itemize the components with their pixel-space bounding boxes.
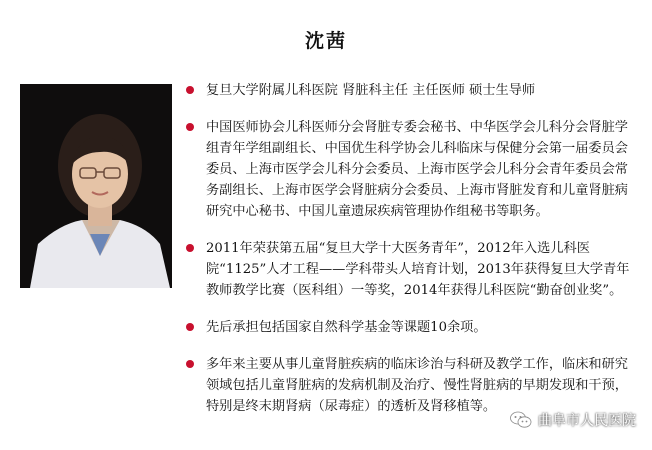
portrait-photo bbox=[20, 84, 172, 288]
wechat-icon bbox=[510, 411, 532, 429]
bullet-list bbox=[184, 80, 636, 417]
watermark-text: 曲阜市人民医院 bbox=[538, 413, 636, 429]
slide-title: 沈茜 bbox=[304, 30, 347, 52]
bullet-item: 中国医师协会儿科医师分会肾脏专委会秘书、中华医学会儿科分会肾脏学组青年学组副组长、中国优生科学协会儿科临床与保健分会第一届委员会委员、上海市医学会儿科分会委员、上海市医学会儿科分会青年委员会常务副组长、上海市医学会肾脏病分会委员、上海市肾脏发育和儿童肾脏病研究中心秘书、中国儿童遗尿疾病管理协作组秘书等职务。 bbox=[184, 117, 636, 222]
bullet-item: 2011年荣获第五届“复旦大学十大医务青年”，2012年入选儿科医院“1125”人才工程——学科带头人培育计划，2013年获得复旦大学青年教师教学比赛（医科组）一等奖，2014年获得儿科医院“勤奋创业奖”。 bbox=[184, 238, 636, 301]
bullet-item: 多年来主要从事儿童肾脏疾病的临床诊治与科研及教学工作，临床和研究领域包括儿童肾脏病的发病机制及治疗、慢性肾脏病的早期发现和干预，特别是终末期肾病（尿毒症）的透析及肾移植等。 bbox=[184, 354, 636, 417]
bullet-item: 先后承担包括国家自然科学基金等课题10余项。 bbox=[184, 317, 636, 338]
bullet-item: 复旦大学附属儿科医院 肾脏科主任 主任医师 硕士生导师 bbox=[184, 80, 636, 101]
watermark bbox=[510, 410, 636, 430]
